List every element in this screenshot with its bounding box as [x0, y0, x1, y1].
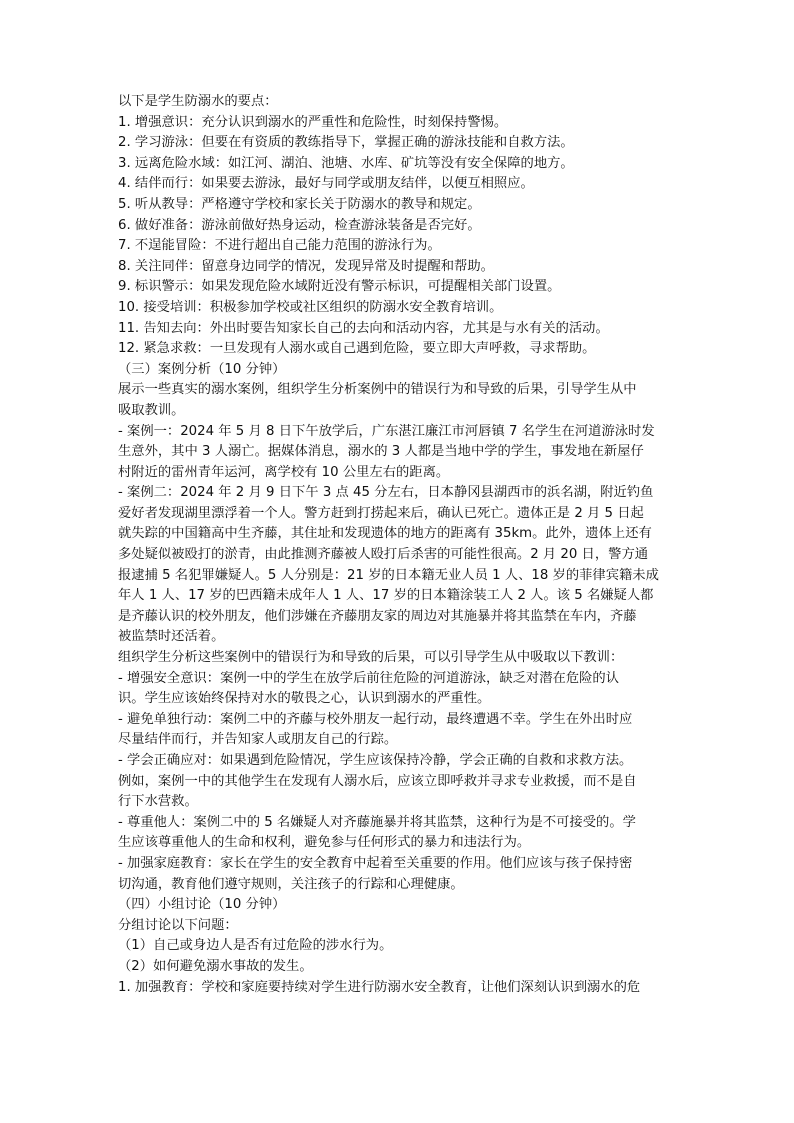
text-line: 例如，案例一中的其他学生在发现有人溺水后，应该立即呼救并寻求专业救援，而不是自 — [118, 773, 637, 789]
text-line: 1. 增强意识：充分认识到溺水的严重性和危险性，时刻保持警惕。 — [118, 114, 508, 130]
text-line: 行下水营救。 — [118, 794, 198, 810]
text-line: 吸取教训。 — [118, 402, 185, 418]
text-line: 12. 紧急求救：一旦发现有人溺水或自己遇到危险，要立即大声呼救，寻求帮助。 — [118, 341, 596, 357]
text-line: （1）自己或身边人是否有过危险的涉水行为。 — [118, 938, 393, 954]
text-line: - 学会正确应对：如果遇到危险情况，学生应该保持冷静，学会正确的自救和求救方法。 — [118, 753, 633, 768]
text-line: 是齐藤认识的校外朋友，他们涉嫌在齐藤朋友家的周边对其施暴并将其监禁在车内，齐藤 — [118, 608, 637, 624]
text-line: 5. 听从教导：严格遵守学校和家长关于防溺水的教导和规定。 — [118, 196, 481, 212]
text-line: 年人 1 人、17 岁的巴西籍未成年人 1 人、17 岁的日本籍涂装工人 2 人。该 5 名嫌疑人都 — [118, 588, 654, 604]
text-line: 展示一些真实的溺水案例，组织学生分析案例中的错误行为和导致的后果，引导学生从中 — [118, 382, 637, 398]
text-line: 多处疑似被殴打的淤青，由此推测齐藤被人殴打后杀害的可能性很高。2 月 20 日，警方通 — [118, 547, 649, 563]
text-line: 切沟通，教育他们遵守规则，关注孩子的行踪和心理健康。 — [118, 876, 464, 892]
text-line: 爱好者发现湖里漂浮着一个人。警方赶到打捞起来后，确认已死亡。遗体正是 2 月 5 日起 — [118, 505, 644, 521]
text-line: 9. 标识警示：如果发现危险水域附近没有警示标识，可提醒相关部门设置。 — [118, 279, 561, 295]
text-line: 尽量结伴而行，并告知家人或朋友自己的行踪。 — [118, 732, 398, 748]
text-line: 2. 学习游泳：但要在有资质的教练指导下，掌握正确的游泳技能和自救方法。 — [118, 135, 574, 151]
text-line: 10. 接受培训：积极参加学校或社区组织的防溺水安全教育培训。 — [118, 299, 503, 315]
text-line: 6. 做好准备：游泳前做好热身运动，检查游泳装备是否完好。 — [118, 217, 481, 233]
document-page — [118, 92, 678, 998]
text-line: 1. 加强教育：学校和家庭要持续对学生进行防溺水安全教育，让他们深刻认识到溺水的危 — [118, 979, 641, 995]
text-line: 3. 远离危险水域：如江河、湖泊、池塘、水库、矿坑等没有安全保障的地方。 — [118, 155, 574, 171]
text-line: 11. 告知去向：外出时要告知家长自己的去向和活动内容，尤其是与水有关的活动。 — [118, 320, 609, 336]
text-line: - 案例一：2024 年 5 月 8 日下午放学后，广东湛江廉江市河唇镇 7 名学生在河道游泳时发 — [118, 423, 655, 439]
text-line: 4. 结伴而行：如果要去游泳，最好与同学或朋友结伴，以便互相照应。 — [118, 176, 534, 192]
text-line: - 避免单独行动：案例二中的齐藤与校外朋友一起行动，最终遭遇不幸。学生在外出时应 — [118, 711, 633, 727]
text-line: - 加强家庭教育：家长在学生的安全教育中起着至关重要的作用。他们应该与孩子保持密 — [118, 855, 633, 871]
text-line: 识。学生应该始终保持对水的敬畏之心，认识到溺水的严重性。 — [118, 691, 491, 707]
text-line: （2）如何避免溺水事故的发生。 — [118, 958, 313, 974]
text-line: 分组讨论以下问题： — [118, 917, 238, 933]
text-line: 村附近的雷州青年运河，离学校有 10 公里左右的距离。 — [118, 464, 450, 480]
text-line: 8. 关注同伴：留意身边同学的情况，发现异常及时提醒和帮助。 — [118, 258, 494, 274]
text-line: 被监禁时还活着。 — [118, 629, 225, 645]
text-line: 组织学生分析这些案例中的错误行为和导致的后果，可以引导学生从中吸取以下教训： — [118, 650, 624, 666]
text-line: 生应该尊重他人的生命和权利，避免参与任何形式的暴力和违法行为。 — [118, 835, 531, 851]
text-line: （三）案例分析（10 分钟） — [118, 361, 286, 377]
text-line: 生意外，其中 3 人溺亡。据媒体消息，溺水的 3 人都是当地中学的学生，事发地在新屋仔 — [118, 444, 644, 460]
text-line: 就失踪的中国籍高中生齐藤，其住址和发现遗体的地方的距离有 35km。此外，遗体上还有 — [118, 526, 652, 542]
text-line: - 尊重他人：案例二中的 5 名嫌疑人对齐藤施暴并将其监禁，这种行为是不可接受的。学 — [118, 814, 636, 830]
text-line: - 增强安全意识：案例一中的学生在放学后前往危险的河道游泳，缺乏对潜在危险的认 — [118, 670, 620, 686]
text-line: 7. 不逞能冒险：不进行超出自己能力范围的游泳行为。 — [118, 238, 441, 254]
text-line: - 案例二：2024 年 2 月 9 日下午 3 点 45 分左右，日本静冈县湖西市的浜名湖，附近钓鱼 — [118, 485, 654, 501]
text-line: 以下是学生防溺水的要点： — [118, 94, 278, 109]
text-line: （四）小组讨论（10 分钟） — [118, 897, 286, 913]
text-line: 报逮捕 5 名犯罪嫌疑人。5 人分别是：21 岁的日本籍无业人员 1 人、18 岁的菲律宾籍未成 — [118, 567, 659, 583]
